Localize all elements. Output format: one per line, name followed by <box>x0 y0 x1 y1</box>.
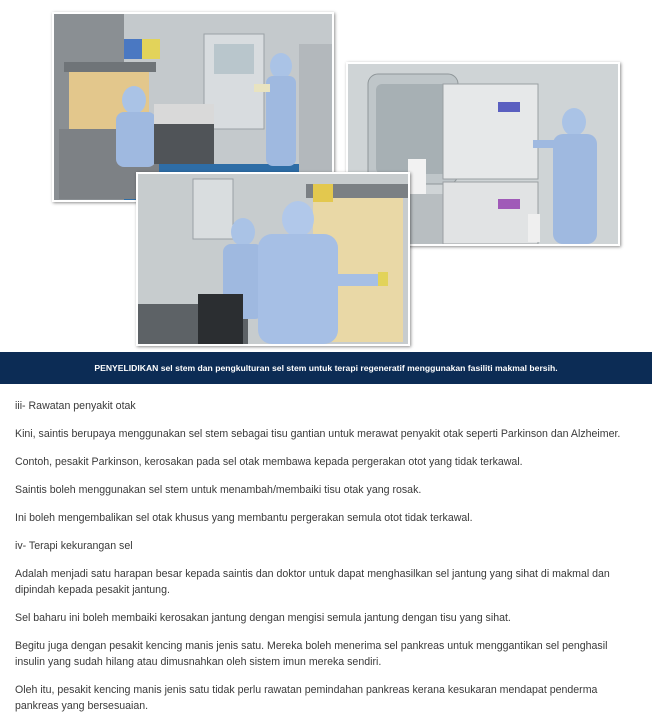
paragraph: Begitu juga dengan pesakit kencing manis jenis satu. Mereka boleh menerima sel pankreas untuk menggantikan sel penghasil insulin yang sudah hilang atau dimusnahkan oleh sistem imun mereka sendiri. <box>15 640 608 668</box>
paragraph: Oleh itu, pesakit kencing manis jenis satu tidak perlu rawatan pemindahan pankreas kerana kesukaran mendapat penderma pankreas yang bersesuaian. <box>15 684 598 712</box>
photo-collage <box>0 0 652 352</box>
paragraph: Kini, saintis berupaya menggunakan sel stem sebagai tisu gantian untuk merawat penyakit otak seperti Parkinson dan Alzheimer. <box>15 428 621 440</box>
paragraph: Adalah menjadi satu harapan besar kepada saintis dan doktor untuk dapat menghasilkan sel jantung yang sihat di makmal dan dipindah kepada pesakit jantung. <box>15 568 610 596</box>
photo-caption: PENYELIDIKAN sel stem dan pengkulturan sel stem untuk terapi regeneratif menggunakan fasiliti makmal bersih. <box>94 363 558 373</box>
paragraph: Saintis boleh menggunakan sel stem untuk menambah/membaiki tisu otak yang rosak. <box>15 484 422 496</box>
paragraph: Contoh, pesakit Parkinson, kerosakan pada sel otak membawa kepada pergerakan otot yang tidak terkawal. <box>15 456 523 468</box>
article-body <box>15 398 630 726</box>
section-heading-brain-disease: iii- Rawatan penyakit otak <box>15 400 136 412</box>
lab-photo-biosafety-cabinet <box>136 172 410 346</box>
photo-caption-bar <box>0 352 652 384</box>
paragraph: Ini boleh mengembalikan sel otak khusus yang membantu pergerakan semula otot tidak terkawal. <box>15 512 473 524</box>
paragraph: Sel baharu ini boleh membaiki kerosakan jantung dengan mengisi semula jantung dengan tisu yang sihat. <box>15 612 511 624</box>
section-heading-cell-deficiency: iv- Terapi kekurangan sel <box>15 540 133 552</box>
